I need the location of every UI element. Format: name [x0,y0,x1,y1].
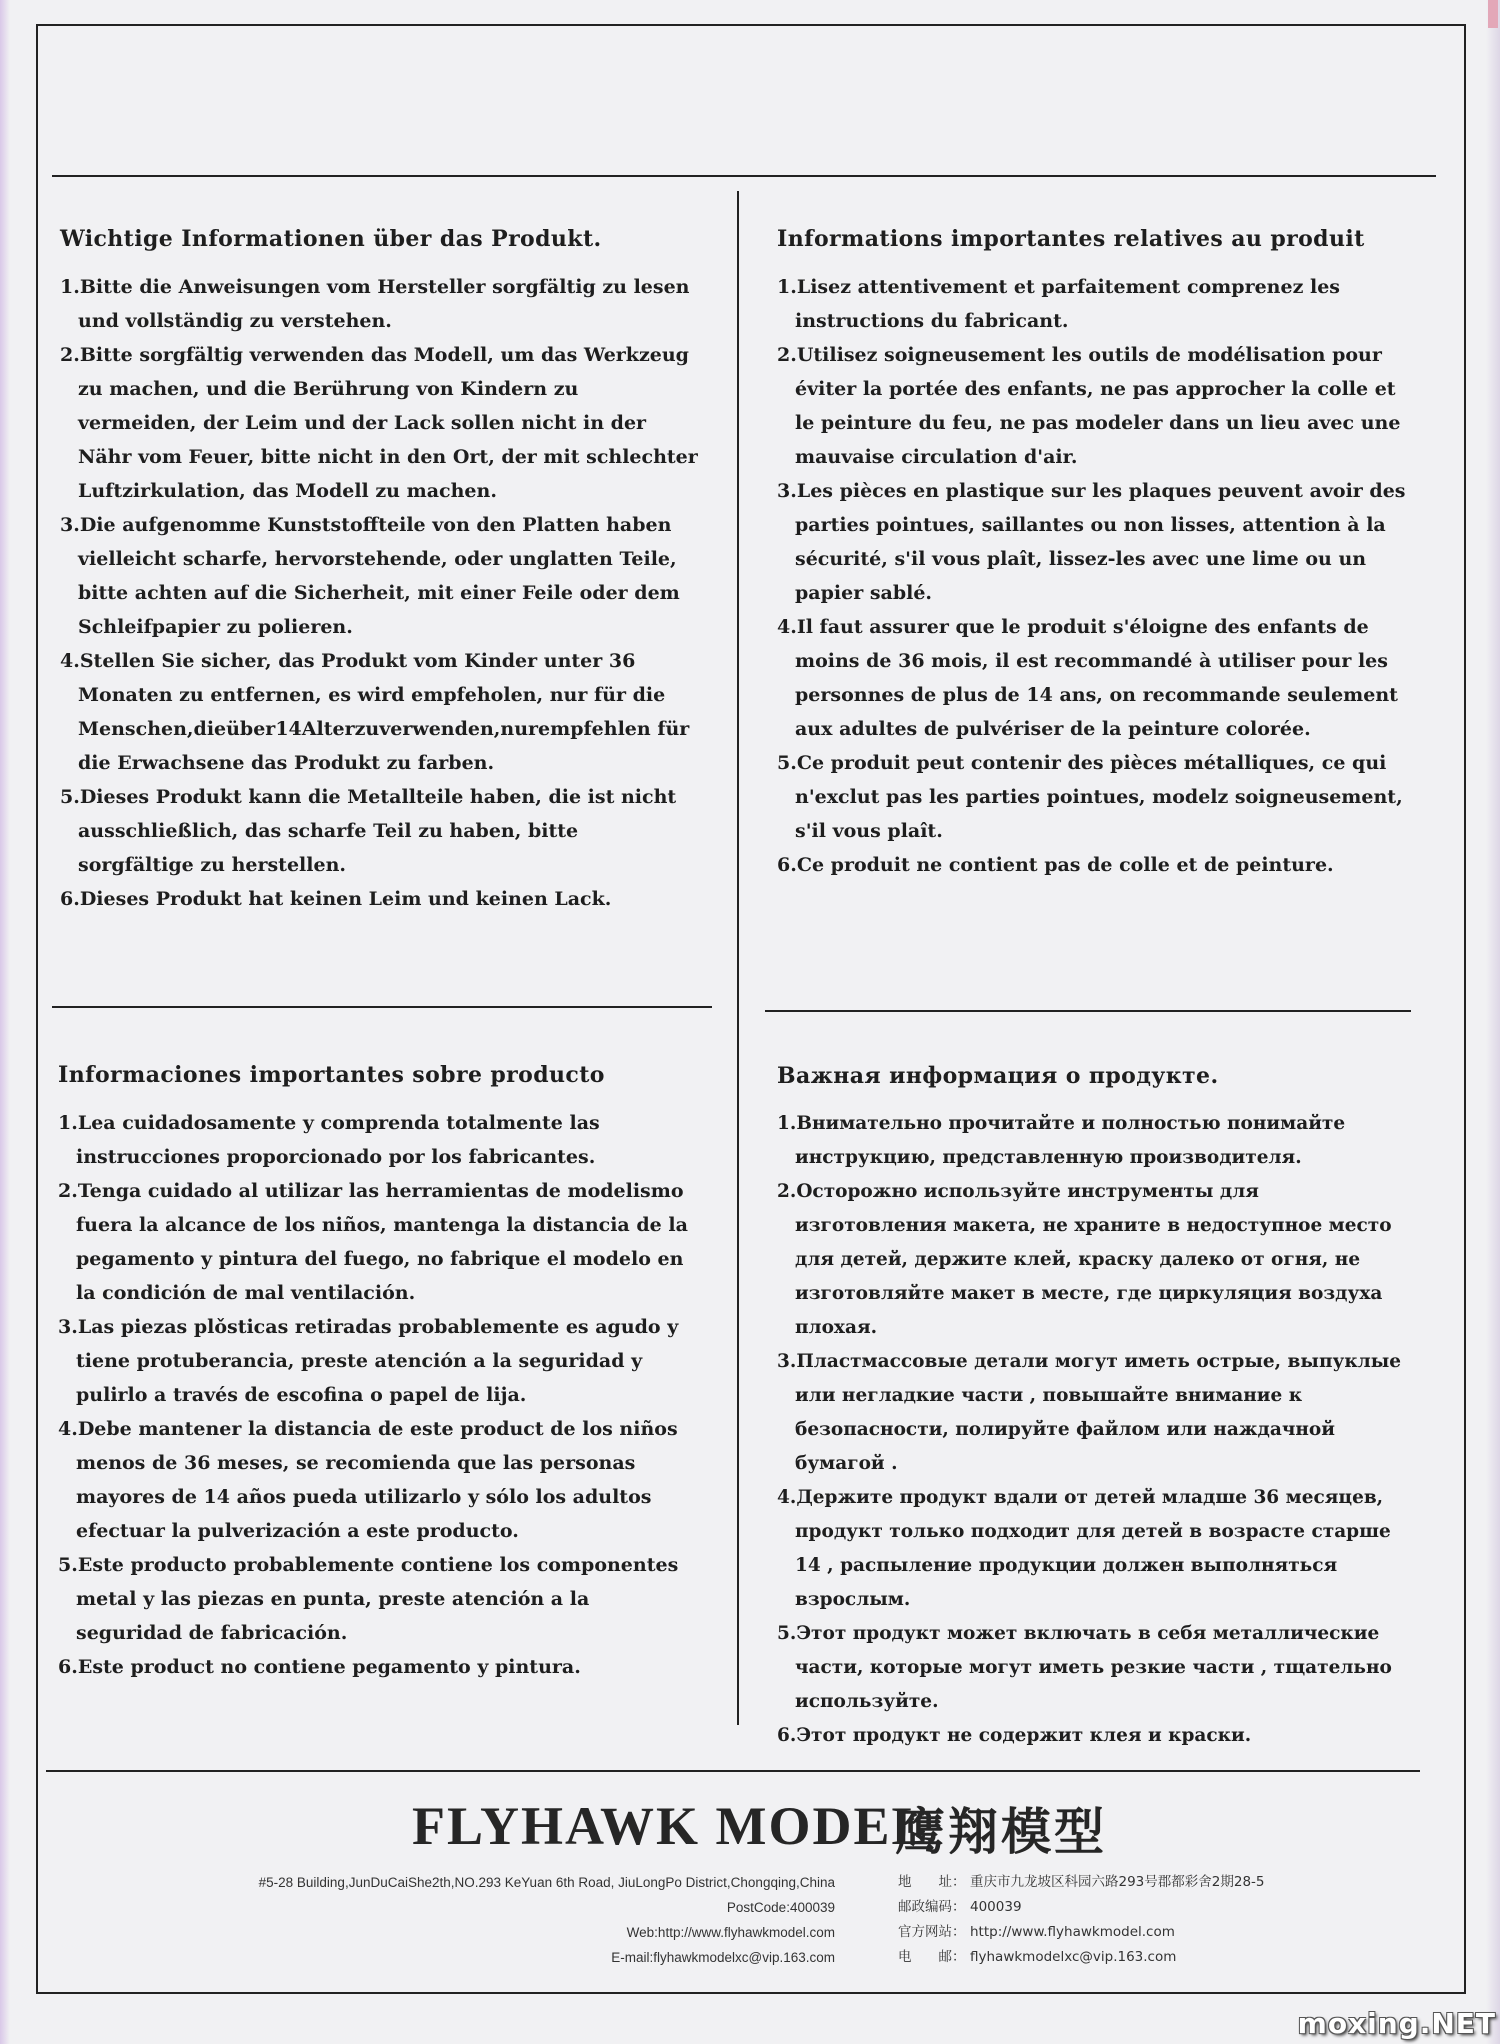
postcode-chinese: 400039 [970,1899,1022,1915]
page-edge-left [0,0,10,2044]
info-item: 3.Die aufgenomme Kunststoffteile von den Platten haben vielleicht scharfe, hervorstehende, oder unglatten Teile, bitte achten auf die Sicherheit, mit einer Feile oder dem Schleifpapier zu polieren. [60,514,680,638]
page-edge-right [1486,0,1500,2044]
info-item: 1.Bitte die Anweisungen vom Hersteller sorgfältig zu lesen und vollständig zu verstehen. [60,276,690,332]
info-item: 6.Dieses Produkt hat keinen Leim und keinen Lack. [60,888,612,910]
email-chinese: flyhawkmodelxc@vip.163.com [970,1949,1177,1965]
info-item: 1.Lea cuidadosamente y comprenda totalmente las instrucciones proporcionado por los fabricantes. [58,1112,600,1168]
email-label-chinese: 电 邮： [898,1949,966,1965]
info-item: 1.Внимательно прочитайте и полностью понимайте инструкцию, представленную производителя. [777,1113,1346,1168]
address-english: #5-28 Building,JunDuCaiShe2th,NO.293 KeYuan 6th Road, JiuLongPo District,Chongqing,China [258,1875,835,1890]
info-list-russian [777,1107,1414,1753]
section-title-spanish: Informaciones importantes sobre producto [58,1062,605,1088]
postcode-english: PostCode:400039 [726,1900,835,1915]
info-item: 3.Пластмассовые детали могут иметь острые, выпуклые или негладкие части , повышайте внимание к безопасности, полируйте файлом или наждачной бумагой . [777,1351,1402,1474]
section-spanish [58,1062,700,1684]
info-item: 5.Этот продукт может включать в себя металлические части, которые могут иметь резкие части , тщательно используйте. [777,1623,1392,1712]
website-row-chinese [898,1920,1265,1945]
info-item: 2.Tenga cuidado al utilizar las herramientas de modelismo fuera la alcance de los niños, mantenga la distancia de la pegamento y pintura del fuego, no fabrique el modelo en la condición de mal ventilación. [58,1180,688,1304]
website-chinese: http://www.flyhawkmodel.com [970,1924,1175,1940]
website-label-chinese: 官方网站： [898,1924,966,1940]
address-label-chinese: 地 址： [898,1874,966,1890]
divider-mid-right [765,1010,1411,1012]
postcode-label-chinese: 邮政编码： [898,1899,966,1915]
info-item: 4.Il faut assurer que le produit s'éloigne des enfants de moins de 36 mois, il est recommandé à utiliser pour les personnes de plus de 14 ans, on recommande seulement aux adultes de pulvériser de la peinture colorée. [777,616,1398,740]
divider-vertical [737,191,739,1725]
info-item: 1.Lisez attentivement et parfaitement comprenez les instructions du fabricant. [777,276,1340,332]
contact-block-english [259,1870,835,1970]
divider-top [52,175,1436,177]
info-list-spanish [58,1106,700,1684]
info-item: 4.Держите продукт вдали от детей младше 36 месяцев, продукт только подходит для детей в возрасте старше 14 , распыление продукции должен выполняться взрослым. [777,1487,1391,1610]
info-item: 6.Este product no contiene pegamento y pintura. [58,1656,581,1678]
email-row-chinese [898,1945,1265,1970]
info-item: 5.Dieses Produkt kann die Metallteile haben, die ist nicht ausschließlich, das scharfe Teil zu haben, bitte sorgfältige zu herstellen. [60,786,677,876]
section-russian [777,1063,1414,1753]
info-list-german [60,270,700,916]
info-item: 2.Осторожно используйте инструменты для изготовления макета, не храните в недоступное место для детей, держите клей, краску далеко от огня, не изготовляйте макет в месте, где циркуляция воздуха плохая. [777,1181,1392,1338]
divider-bottom [46,1770,1420,1772]
section-german [60,226,700,916]
contact-block-chinese [898,1870,1265,1970]
section-title-french: Informations importantes relatives au produit [777,226,1365,252]
postcode-row-chinese [898,1895,1265,1920]
corner-mark [1488,0,1498,28]
info-item: 6.Этот продукт не содержит клея и краски. [777,1725,1252,1746]
info-item: 5.Ce produit peut contenir des pièces métalliques, ce qui n'exclut pas les parties pointues, modelz soigneusement, s'il vous plaît. [777,752,1403,842]
email-english: E-mail:flyhawkmodelxc@vip.163.com [611,1950,835,1965]
info-item: 3.Las piezas plǒsticas retiradas probablemente es agudo y tiene protuberancia, preste atención a la seguridad y pulirlo a través de escofina o papel de lija. [58,1316,679,1406]
info-item: 2.Utilisez soigneusement les outils de modélisation pour éviter la portée des enfants, ne pas approcher la colle et le peinture du feu, ne pas modeler dans un lieu avec une mauvaise circulation d'air. [777,344,1401,468]
website-english: Web:http://www.flyhawkmodel.com [626,1925,835,1940]
section-title-russian: Важная информация о продукте. [777,1063,1219,1089]
info-item: 6.Ce produit ne contient pas de colle et de peinture. [777,854,1334,876]
info-item: 3.Les pièces en plastique sur les plaques peuvent avoir des parties pointues, saillantes ou non lisses, attention à la sécurité, s'il vous plaît, lissez-les avec une lime ou un papier sablé. [777,480,1406,604]
section-title-german: Wichtige Informationen über das Produkt. [60,226,602,252]
info-item: 4.Stellen Sie sicher, das Produkt vom Kinder unter 36 Monaten zu entfernen, es wird empfeholen, nur für die Menschen,dieüber14Alterzuverwenden,nurempfehlen für die Erwachsene das Produkt zu farben. [60,650,690,774]
info-item: 2.Bitte sorgfältig verwenden das Modell, um das Werkzeug zu machen, und die Berührung von Kindern zu vermeiden, der Leim und der Lack sollen nicht in der Nähr vom Feuer, bitte nicht in den Ort, der mit schlechter Luftzirkulation, das Modell zu machen. [60,344,698,502]
info-item: 5.Este producto probablemente contiene los componentes metal y las piezas en punta, preste atención a la seguridad de fabricación. [58,1554,679,1644]
info-item: 4.Debe mantener la distancia de este product de los niños menos de 36 meses, se recomienda que las personas mayores de 14 años pueda utilizarlo y sólo los adultos efectuar la pulverización a este producto. [58,1418,678,1542]
address-chinese: 重庆市九龙坡区科园六路293号郡都彩舍2期28-5 [970,1874,1265,1890]
address-row-chinese [898,1870,1265,1895]
info-list-french [777,270,1415,882]
section-french [777,226,1415,882]
brand-name: FLYHAWK MODEL [412,1796,930,1856]
watermark: moxing.NET [1297,2007,1496,2040]
divider-mid-left [52,1006,712,1008]
brand-name-chinese: 鹰翔模型 [895,1803,1107,1861]
